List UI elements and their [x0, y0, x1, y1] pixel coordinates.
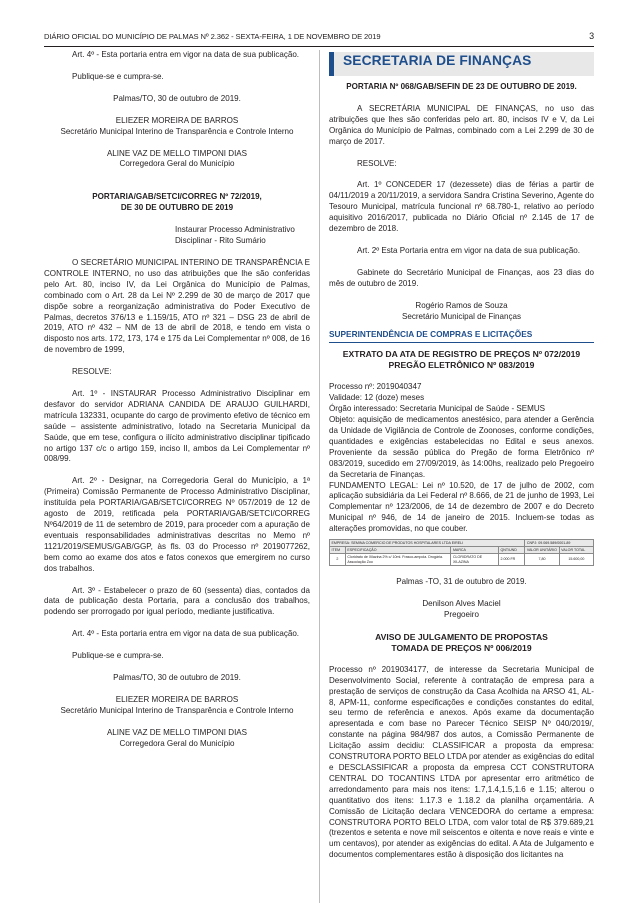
art2-paragraph: Art. 2º - Designar, na Corregedoria Geral do Município, a 1ª (Primeira) Comissão Permanente de Processo Administrativo Disciplinar, instituída pela PORTARIA/GAB/SETCI/CORREG Nº 057/2019 de 12 de agosto de 2019, retificada pela PORTARIA/GAB/SETCI/CORREG Nº64/2019 de 11 de setembro de 2019, para proceder com a apuração de eventuais responsabilidades administrativas descritas no Memo nº 1121/2019/SEMUS/GAB/GGP, às fls. 03 do Processo nº 2019077262, bem como ao exame dos atos e fatos conexos que emergirem no curso dos trabalhos.	[44, 476, 310, 573]
portaria-title: PORTARIA Nº 068/GAB/SEFIN DE 23 DE OUTUBRO DE 2019.	[346, 82, 577, 91]
table-header-cell: MARCA	[451, 547, 499, 554]
table-header-row	[330, 547, 594, 554]
page-number: 3	[589, 31, 594, 41]
table-row	[330, 554, 594, 566]
table-header-cell: VALOR UNITÁRIO	[525, 547, 559, 554]
table-cell: 15.600,00	[559, 554, 593, 566]
table-cnpj-cell: CNPJ: 09.069.589/0001-89	[525, 540, 594, 547]
signature-role: Secretário Municipal de Finanças	[402, 311, 521, 321]
table-header-cell: ITEM	[330, 547, 346, 554]
date-line: Palmas/TO, 30 de outubro de 2019.	[113, 673, 241, 683]
signature-name: ALINE VAZ DE MELLO TIMPONI DIAS	[106, 727, 248, 737]
art4-paragraph: Art. 4º - Esta portaria entra em vigor na data de sua publicação.	[72, 50, 300, 59]
art1-paragraph: Art. 1º - INSTAURAR Processo Administrativo Disciplinar em desfavor do servidor ADRIANA CANDIDA DE ARAUJO GUILHARDI, matrícula 132331, ocupante do cargo de provimento efetivo de técnico em saúde – assistente administrativo, lotado na Secretaria Municipal da Saúde, que em tese, configura o ilícito administrativo disciplinar tipificado no artigo 137 c/c o artigo 159, inciso II, ambos da Lei Complementar nº 008/99.	[44, 389, 310, 464]
left-column	[44, 50, 310, 750]
art3-paragraph: Art. 3º - Estabelecer o prazo de 60 (sessenta) dias, contados da data de publicação desta Portaria, para a conclusão dos trabalhos, podendo ser prorrogado por igual período, mediante justificativa.	[44, 585, 310, 617]
table-cell: Cloridrato de Xilazina 2% c/ 10ml. Frasco-ampola. Drogária. Associação Zoo	[345, 554, 451, 566]
table-cell: CLORIDRATO DE XILAZINA	[451, 554, 499, 566]
table-header-cell: VALOR TOTAL	[559, 547, 593, 554]
signature-role: Corregedora Geral do Município	[119, 738, 235, 748]
table-header-cell: QNT/UND	[498, 547, 524, 554]
resolve-label: RESOLVE:	[72, 367, 112, 377]
signature-role: Secretário Municipal Interino de Transparência e Controle Interno	[60, 126, 294, 136]
date-line: Palmas -TO, 31 de outubro de 2019.	[396, 577, 527, 587]
aviso-subtitle: TOMADA DE PREÇOS Nº 006/2019	[391, 642, 532, 653]
table-company-cell: EMPRESA: SEMINA COMERCIO DE PRODUTOS HOSPITALARES LTDA EIRELI	[330, 540, 525, 547]
extrato-subtitle: PREGÃO ELETRÔNICO Nº 083/2019	[388, 360, 535, 371]
aviso-body: Processo nº 2019034177, de interesse da Secretaria Municipal de Desenvolvimento Social, referente à contratação de empresa para a prestação de serviços de construção da Casa Acolhida na ARSO 41, AL-8, APM-11, conforme especificações e condições constantes do edital, seu termo de referência e anexos. Após exame da documentação apresentada e com base no Parecer Técnico SEISP Nº 040/2019/, constante na página 984/987 dos autos, a Comissão Permanente de Licitação assim decidiu: CLASSIFICAR a proposta da empresa: CONSTRUTORA PORTO BELO LTDA por atender as exigências do edital e DESCLASSIFICAR a proposta da empresa CCT CONSTRUTORA CENTRAL DO TOCANTINS LTDA por apresentar erro aritmético de arredondamento para mais nos itens: 1.7,1.4,1.5,1.6 e 1.15; alterou o quantitativo dos itens: 1.17.3 e 1.18.2 da planilha orçamentária. A Comissão de Licitação declara VENCEDORA do certame a empresa: CONSTRUTORA PORTO BELO LTDA, com valor total de R$ 379.689,21 (trezentos e setenta e nove mil seiscentos e oitenta e nove reais e vinte e um centavos), por atender as exigências do edital. A Ata de Julgamento e documentos complementares estão à disposição dos licitantes na	[329, 664, 594, 860]
table-company-row	[330, 540, 594, 547]
subsection-title: SUPERINTENDÊNCIA DE COMPRAS E LICITAÇÕES	[329, 329, 594, 344]
gabinete-paragraph: Gabinete do Secretário Municipal de Finanças, aos 23 dias do mês de outubro de 2019.	[329, 267, 594, 288]
publique-line: Publique-se e cumpra-se.	[72, 651, 164, 661]
signature-name: Denilson Alves Maciel	[422, 599, 501, 608]
portaria-ementa: Instaurar Processo Administrativo Disciplinar - Rito Sumário	[175, 225, 295, 246]
header-title: DIÁRIO OFICIAL DO MUNICÍPIO DE PALMAS Nº 2.362 - SEXTA-FEIRA, 1 DE NOVEMBRO DE 2019	[44, 32, 381, 41]
preamble-paragraph: A SECRETÁRIA MUNICIPAL DE FINANÇAS, no uso das atribuições que lhes são conferidas pelo art. 80, incisos IV e V, da Lei Orgânica do Município de Palmas, combinado com a Lei 2.299 de 30 de março de 2017.	[329, 103, 594, 146]
table-header-cell: ESPECIFICAÇÃO	[345, 547, 451, 554]
header-rule	[44, 46, 594, 47]
signature-name: Rogério Ramos de Souza	[415, 300, 508, 310]
section-banner	[329, 52, 594, 76]
preamble-paragraph: O SECRETÁRIO MUNICIPAL INTERINO DE TRANSPARÊNCIA E CONTROLE INTERNO, no uso das atribuições que lhe são conferidas pelo Art. 80, inciso IV, da Lei Orgânica do Município de Palmas, combinado com o Art. 28 da Lei Nº 2.299 de 30 de março de 2017 que dispõe sobre a reorganização administrativa do Poder Executivo de Palmas, decretos 376/13 e 1.159/15, ATO nº 321 – DSG 23 de abril de 2019, ATO nº 432 – NM de 13 de abril de 2018, e tendo em vista o disposto nos arts. 172, 173, 174 e 175 da Lei Complementar nº 008, de 16 de novembro de 1999,	[44, 257, 310, 355]
extrato-processo: Processo nº: 2019040347	[329, 382, 422, 392]
signature-role: Corregedora Geral do Município	[119, 159, 235, 169]
publique-line: Publique-se e cumpra-se.	[72, 71, 164, 81]
signature-role: Pregoeiro	[444, 609, 479, 619]
table-cell: 2.000 FR	[498, 554, 524, 566]
page-header	[44, 32, 594, 46]
extrato-orgao: Órgão interessado: Secretaria Municipal de Saúde - SEMUS	[329, 404, 546, 414]
section-title: SECRETARIA DE FINANÇAS	[343, 53, 532, 68]
table-cell: 7,80	[525, 554, 559, 566]
extrato-objeto: Objeto: aquisição de medicamentos anestésico, para atender a Gerência da Unidade de Vigilância de Controle de Zoonoses, conforme condições, quantidades e exigências estabelecidas no Edital e seus anexos. Proveniente da sessão pública do Pregão de forma Eletrônico nº 083/2019, sucedido em 27/09/2019, às 14:00hs, realizado pelo Pregoeiro da Secretaria de Finanças.	[329, 415, 594, 479]
signature-role: Secretário Municipal Interino de Transparência e Controle Interno	[60, 705, 294, 715]
signature-name: ELIEZER MOREIRA DE BARROS	[115, 115, 239, 125]
aviso-title: AVISO DE JULGAMENTO DE PROPOSTAS	[375, 631, 548, 642]
signature-name: ELIEZER MOREIRA DE BARROS	[115, 694, 239, 704]
portaria-title: PORTARIA/GAB/SETCI/CORREG Nº 72/2019,	[92, 192, 262, 202]
extrato-validade: Validade: 12 (doze) meses	[329, 393, 425, 403]
date-line: Palmas/TO, 30 de outubro de 2019.	[113, 93, 241, 103]
table-cell: 2	[330, 554, 346, 566]
art2-paragraph: Art. 2º Esta Portaria entra em vigor na data de sua publicação.	[357, 245, 581, 255]
extrato-title: EXTRATO DA ATA DE REGISTRO DE PREÇOS Nº 072/2019	[342, 349, 581, 360]
signature-name: ALINE VAZ DE MELLO TIMPONI DIAS	[106, 148, 248, 158]
art1-paragraph: Art. 1º CONCEDER 17 (dezessete) dias de férias a partir de 04/11/2019 a 20/11/2019, a servidora Sandra Cristina Severino, Agente do Tesouro Municipal, matrícula funcional nº 68.780-1, relativo ao período aquisitivo 2016/2017, publicada no Diário Oficial nº 2.145 de 17 de dezembro de 2018.	[329, 180, 594, 234]
extrato-fundamento: FUNDAMENTO LEGAL: Lei nº 10.520, de 17 de julho de 2002, com aplicação subsidiária da Lei Federal nº 8.666, de 21 de junho de 1993, Lei Complementar nº 123/2006, de 14 de dezembro de 2007 e do Decreto Municipal nº 946, de 14 de janeiro de 2015. Incluem-se todas as alterações promovidas, no que couber.	[329, 480, 594, 534]
art4-paragraph: Art. 4º - Esta portaria entra em vigor na data de sua publicação.	[72, 629, 300, 639]
portaria-title: DE 30 DE OUTUBRO DE 2019	[120, 203, 234, 213]
right-column	[329, 50, 594, 861]
column-divider	[319, 50, 320, 903]
ata-table	[329, 539, 594, 566]
resolve-label: RESOLVE:	[357, 158, 397, 168]
